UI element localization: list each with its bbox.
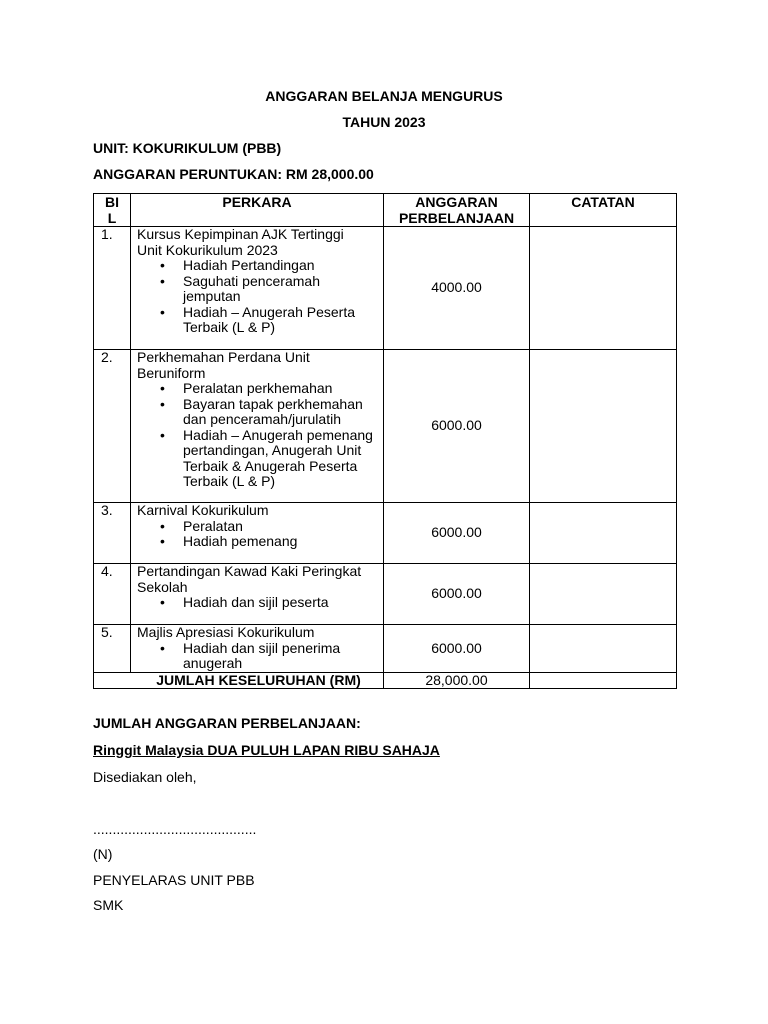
- header-bil: [94, 194, 131, 227]
- signatory-position: PENYELARAS UNIT PBB: [93, 872, 255, 888]
- row-title-line: Sekolah: [137, 578, 188, 595]
- list-item-line: • Hadiah pemenang: [183, 533, 298, 549]
- list-item: [137, 274, 381, 305]
- document-year: TAHUN 2023: [342, 114, 426, 130]
- list-item-line: Terbaik (L & P): [183, 319, 276, 335]
- list-item-line: • Hadiah – Anugerah Peserta: [183, 303, 356, 320]
- table-header-row: [94, 194, 677, 227]
- row-amount: 6000.00: [384, 564, 530, 625]
- row-note: [530, 625, 677, 673]
- row-number: 5.: [94, 625, 131, 673]
- header-catatan: CATATAN: [530, 194, 677, 227]
- budget-table: [93, 193, 677, 689]
- row-title-line: Kursus Kepimpinan AJK Tertinggi: [137, 226, 344, 242]
- header-bil-line1: BI: [105, 194, 119, 210]
- row-title-line: Pertandingan Kawad Kaki Peringkat: [137, 563, 362, 579]
- list-item: [137, 519, 381, 535]
- total-amount: 28,000.00: [384, 672, 530, 689]
- total-heading: JUMLAH ANGGARAN PERBELANJAAN:: [93, 715, 361, 731]
- list-item-line: pertandingan, Anugerah Unit: [183, 442, 362, 458]
- list-item: [137, 381, 381, 397]
- row-description: [131, 625, 384, 673]
- list-item: [137, 397, 381, 428]
- row-note: [530, 564, 677, 625]
- row-item-list: [137, 258, 381, 336]
- row-note: [530, 350, 677, 503]
- table-row: [94, 227, 677, 350]
- list-item-line: • Hadiah dan sijil penerima: [183, 639, 341, 656]
- row-note: [530, 227, 677, 350]
- row-item-list: [137, 595, 381, 611]
- row-number: 2.: [94, 350, 131, 503]
- row-description: [131, 227, 384, 350]
- row-title-line: Perkhemahan Perdana Unit: [137, 349, 310, 365]
- row-title-line: Karnival Kokurikulum: [137, 502, 269, 518]
- list-item: [137, 595, 381, 611]
- row-title-line: Beruniform: [137, 364, 206, 381]
- total-row: [94, 672, 677, 689]
- list-item-line: • Peralatan perkhemahan: [183, 380, 333, 396]
- row-amount: 6000.00: [384, 625, 530, 673]
- list-item: [137, 258, 381, 274]
- list-item-line: • Hadiah Pertandingan: [183, 257, 315, 273]
- list-item: [137, 534, 381, 550]
- row-description: [131, 503, 384, 564]
- row-number: 3.: [94, 503, 131, 564]
- unit-label: UNIT: KOKURIKULUM (PBB): [93, 140, 282, 156]
- list-item: [137, 428, 381, 490]
- list-item-line: anugerah: [183, 655, 243, 671]
- total-note: [530, 672, 677, 689]
- row-amount: 4000.00: [384, 227, 530, 350]
- header-perkara: PERKARA: [131, 194, 384, 227]
- row-description: [131, 564, 384, 625]
- row-description: [131, 350, 384, 503]
- row-amount: 6000.00: [384, 350, 530, 503]
- header-anggaran-line2: PERBELANJAAN: [398, 209, 515, 226]
- total-label: JUMLAH KESELURUHAN (RM): [94, 672, 384, 689]
- row-number: 4.: [94, 564, 131, 625]
- allocation-label: ANGGARAN PERUNTUKAN: RM 28,000.00: [93, 166, 374, 182]
- table-row: [94, 625, 677, 673]
- row-title-line: Unit Kokurikulum 2023: [137, 241, 278, 258]
- list-item-line: • Bayaran tapak perkhemahan: [183, 395, 363, 412]
- school-name: SMK: [93, 897, 124, 913]
- list-item-line: • Saguhati penceramah: [183, 272, 320, 289]
- list-item-line: Terbaik & Anugerah Peserta: [183, 457, 358, 474]
- row-number: 1.: [94, 227, 131, 350]
- document-title: ANGGARAN BELANJA MENGURUS: [265, 88, 503, 104]
- header-anggaran: [384, 194, 530, 227]
- prepared-by-label: Disediakan oleh,: [93, 769, 197, 785]
- table-row: [94, 503, 677, 564]
- list-item-line: jemputan: [183, 288, 241, 304]
- total-in-words: Ringgit Malaysia DUA PULUH LAPAN RIBU SAHAJA: [93, 742, 440, 758]
- header-anggaran-line1: ANGGARAN: [415, 194, 498, 210]
- list-item: [137, 305, 381, 336]
- table-row: [94, 564, 677, 625]
- row-note: [530, 503, 677, 564]
- row-title-line: Majlis Apresiasi Kokurikulum: [137, 624, 315, 640]
- list-item: [137, 641, 381, 672]
- list-item-line: • Hadiah dan sijil peserta: [183, 594, 329, 610]
- row-item-list: [137, 519, 381, 550]
- header-bil-line2: L: [107, 209, 117, 226]
- row-item-list: [137, 641, 381, 672]
- row-item-list: [137, 381, 381, 490]
- list-item-line: dan penceramah/jurulatih: [183, 411, 341, 427]
- list-item-line: Terbaik (L & P): [183, 473, 276, 489]
- signature-line: ..........................................: [93, 821, 257, 837]
- row-amount: 6000.00: [384, 503, 530, 564]
- list-item-line: • Peralatan: [183, 517, 243, 534]
- list-item-line: • Hadiah – Anugerah pemenang: [183, 426, 373, 443]
- table-row: [94, 350, 677, 503]
- signatory-name: (N): [93, 846, 113, 862]
